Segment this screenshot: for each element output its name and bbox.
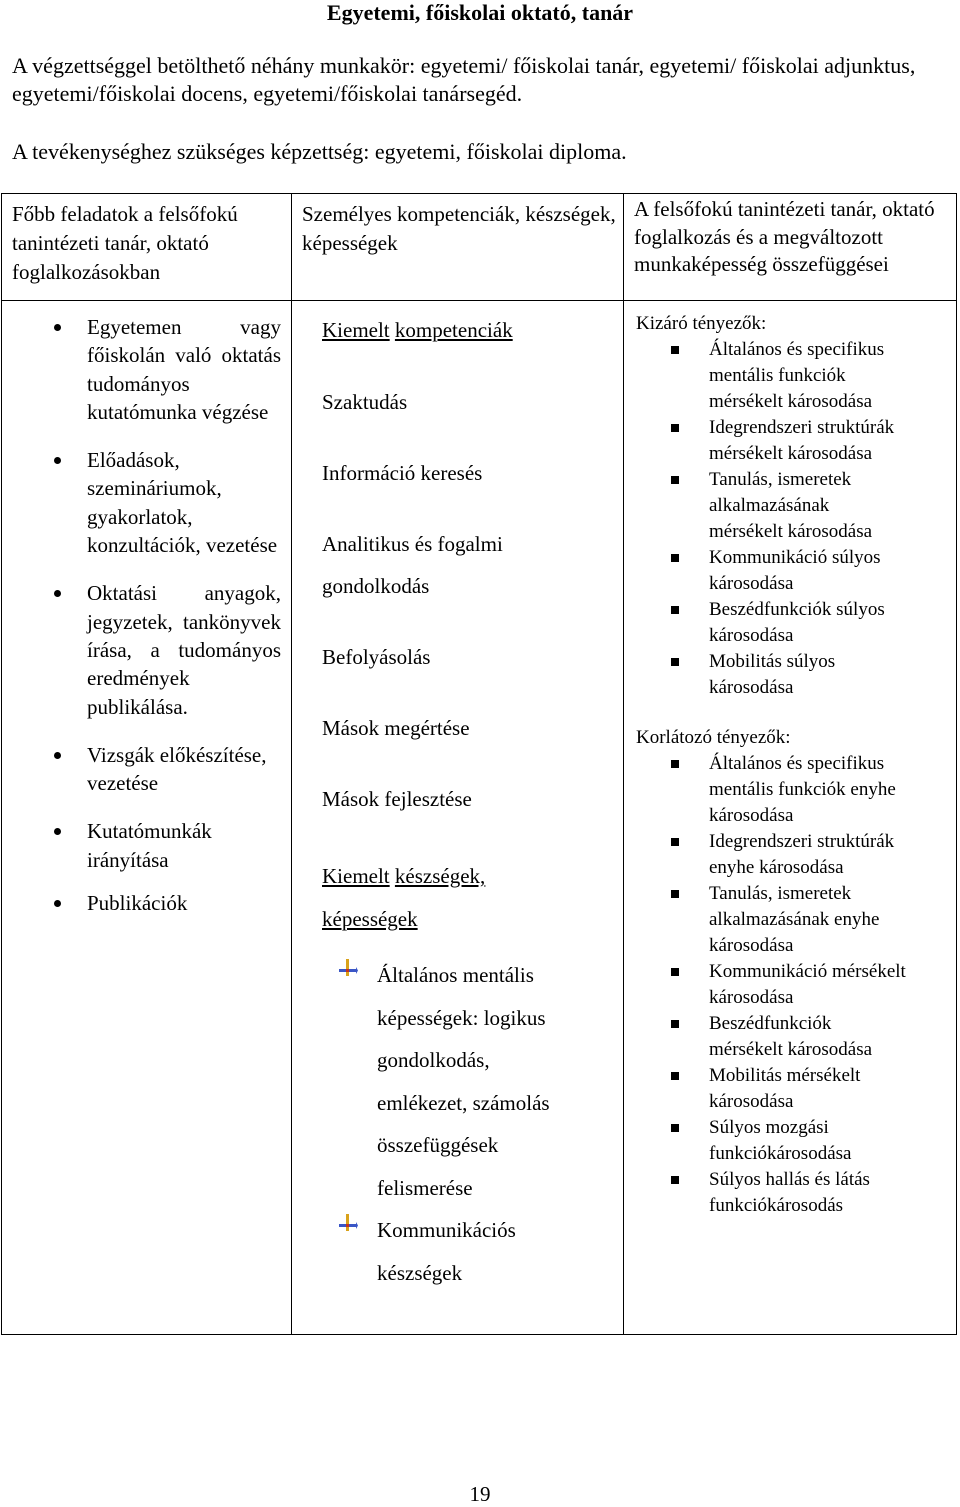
factor-item bbox=[624, 1167, 956, 1219]
skill-line: Kommunikációs bbox=[377, 1218, 516, 1242]
square-bullet-icon bbox=[671, 1124, 679, 1132]
skill-line: összefüggések bbox=[377, 1133, 499, 1157]
competency-item: Mások megértése bbox=[322, 716, 470, 740]
square-bullet-icon bbox=[671, 1020, 679, 1028]
competency-item: Szaktudás bbox=[322, 390, 408, 414]
competency-item: Analitikus és fogalmi bbox=[322, 532, 503, 556]
competencies-cell bbox=[292, 301, 624, 1335]
skill-item bbox=[292, 954, 623, 1209]
factor-line: funkciókárosodása bbox=[709, 1143, 852, 1164]
factor-line: Tanulás, ismeretek bbox=[709, 469, 852, 490]
factor-line: károsodása bbox=[709, 1091, 794, 1112]
factor-line: Beszédfunkciók bbox=[709, 1013, 832, 1034]
limiting-label: Korlátozó tényezők: bbox=[636, 727, 791, 748]
competency-block bbox=[292, 315, 623, 1294]
factor-item bbox=[624, 337, 956, 415]
header-relations: A felsőfokú tanintézeti tanár, oktató foglalkozás és a megváltozott munkaképesség összefüggései bbox=[624, 194, 957, 301]
factor-line: mérsékelt károsodása bbox=[709, 443, 873, 464]
excluding-label: Kizáró tényezők: bbox=[636, 313, 767, 334]
factor-item bbox=[624, 597, 956, 649]
competency-list bbox=[292, 387, 623, 814]
task-text: Kutatómunkák irányítása bbox=[87, 819, 212, 872]
factor-item bbox=[624, 467, 956, 545]
bullet-dot-icon bbox=[54, 900, 61, 907]
task-item bbox=[2, 817, 291, 874]
factor-line: károsodása bbox=[709, 935, 794, 956]
skill-line: képességek: logikus bbox=[377, 1005, 546, 1030]
competency-item: Információ keresés bbox=[322, 461, 483, 485]
square-bullet-icon bbox=[671, 346, 679, 354]
skills-heading: Kiemelt készségek, képességek bbox=[322, 864, 486, 931]
task-list bbox=[2, 313, 291, 917]
bullet-dot-icon bbox=[54, 324, 61, 331]
competency-item: gondolkodás bbox=[322, 574, 430, 598]
factor-line: alkalmazásának enyhe bbox=[709, 909, 880, 930]
factor-line: enyhe károsodása bbox=[709, 857, 844, 878]
square-bullet-icon bbox=[671, 838, 679, 846]
page-number: 19 bbox=[469, 1482, 491, 1506]
skill-item bbox=[292, 1209, 623, 1294]
task-text: Oktatási anyagok, jegyzetek, tankönyvek írása, a tudományos eredmények publikálása. bbox=[87, 581, 281, 719]
competency-heading: Kiemelt kompetenciák bbox=[322, 318, 513, 342]
square-bullet-icon bbox=[671, 424, 679, 432]
bullet-dot-icon bbox=[54, 590, 61, 597]
factor-line: Súlyos mozgási bbox=[709, 1117, 829, 1138]
factor-line: mérsékelt károsodása bbox=[709, 521, 873, 542]
factor-line: Általános és specifikus bbox=[709, 753, 885, 774]
bullet-dot-icon bbox=[54, 752, 61, 759]
task-text: Egyetemen vagy főiskolán való oktatás tudományos kutatómunka végzése bbox=[87, 315, 281, 424]
task-item bbox=[2, 579, 291, 720]
job-table bbox=[1, 193, 957, 1335]
factor-line: károsodása bbox=[709, 805, 794, 826]
factor-line: Idegrendszeri struktúrák bbox=[709, 417, 895, 438]
factor-line: Beszédfunkciók súlyos bbox=[709, 599, 885, 620]
factor-item bbox=[624, 1063, 956, 1115]
arrow-bullet-icon bbox=[338, 958, 358, 978]
intro-jobs: A végzettséggel betölthető néhány munkakör: egyetemi/ főiskolai tanár, egyetemi/ főiskolai adjunktus, egyetemi/főiskolai docens, egyetemi/főiskolai tanársegéd. bbox=[12, 53, 916, 106]
factor-line: Általános és specifikus bbox=[709, 339, 885, 360]
square-bullet-icon bbox=[671, 476, 679, 484]
factor-line: Kommunikáció súlyos bbox=[709, 547, 881, 568]
factor-item bbox=[624, 415, 956, 467]
task-text: Publikációk bbox=[87, 891, 188, 916]
factor-line: alkalmazásának bbox=[709, 495, 830, 516]
skill-line: készségek bbox=[377, 1260, 463, 1285]
square-bullet-icon bbox=[671, 658, 679, 666]
square-bullet-icon bbox=[671, 760, 679, 768]
square-bullet-icon bbox=[671, 890, 679, 898]
factor-line: károsodása bbox=[709, 677, 794, 698]
page-title: Egyetemi, főiskolai oktató, tanár bbox=[326, 0, 634, 25]
intro-qualification: A tevékenységhez szükséges képzettség: egyetemi, főiskolai diploma. bbox=[12, 139, 627, 164]
task-text: Vizsgák előkészítése, vezetése bbox=[87, 742, 267, 796]
square-bullet-icon bbox=[671, 968, 679, 976]
task-item bbox=[2, 446, 291, 559]
bullet-dot-icon bbox=[54, 828, 61, 835]
competency-item: Befolyásolás bbox=[322, 645, 431, 669]
task-item bbox=[2, 741, 291, 798]
factor-item bbox=[624, 649, 956, 701]
factor-line: Tanulás, ismeretek bbox=[709, 883, 852, 904]
skill-line: emlékezet, számolás bbox=[377, 1090, 550, 1115]
factor-line: károsodása bbox=[709, 573, 794, 594]
factor-item bbox=[624, 1011, 956, 1063]
header-competencies: Személyes kompetenciák, készségek, képességek bbox=[292, 194, 624, 301]
factor-item bbox=[624, 829, 956, 881]
bullet-dot-icon bbox=[54, 457, 61, 464]
header-tasks: Főbb feladatok a felsőfokú tanintézeti tanár, oktató foglalkozásokban bbox=[2, 194, 292, 301]
square-bullet-icon bbox=[671, 1072, 679, 1080]
competency-item: Mások fejlesztése bbox=[322, 787, 472, 811]
factor-line: mérsékelt károsodása bbox=[709, 391, 873, 412]
skill-line: Általános mentális bbox=[377, 963, 534, 987]
factor-line: Idegrendszeri struktúrák bbox=[709, 831, 895, 852]
square-bullet-icon bbox=[671, 1176, 679, 1184]
factor-line: mentális funkciók bbox=[709, 365, 846, 386]
factor-item bbox=[624, 545, 956, 597]
square-bullet-icon bbox=[671, 554, 679, 562]
factor-line: Mobilitás súlyos bbox=[709, 651, 836, 672]
factor-line: károsodása bbox=[709, 625, 794, 646]
factor-line: Kommunikáció mérsékelt bbox=[709, 961, 906, 982]
excluding-list bbox=[624, 337, 956, 701]
factor-line: Súlyos hallás és látás bbox=[709, 1169, 870, 1190]
task-text: Előadások, szemináriumok, gyakorlatok, konzultációk, vezetése bbox=[87, 448, 278, 558]
arrow-bullet-icon bbox=[338, 1213, 358, 1233]
skill-line: felismerése bbox=[377, 1175, 473, 1200]
limiting-list bbox=[624, 751, 956, 1219]
tasks-cell bbox=[2, 301, 292, 1335]
task-item bbox=[2, 313, 291, 426]
factor-line: Mobilitás mérsékelt bbox=[709, 1065, 861, 1086]
factor-item bbox=[624, 959, 956, 1011]
factor-line: károsodása bbox=[709, 987, 794, 1008]
factor-line: funkciókárosodás bbox=[709, 1195, 844, 1216]
factor-item bbox=[624, 881, 956, 959]
factor-item bbox=[624, 1115, 956, 1167]
skill-list bbox=[292, 954, 623, 1294]
task-item bbox=[2, 889, 291, 917]
factor-item bbox=[624, 751, 956, 829]
relations-cell bbox=[624, 301, 957, 1335]
skill-line: gondolkodás, bbox=[377, 1048, 490, 1072]
square-bullet-icon bbox=[671, 606, 679, 614]
factor-line: mérsékelt károsodása bbox=[709, 1039, 873, 1060]
factor-line: mentális funkciók enyhe bbox=[709, 779, 896, 800]
